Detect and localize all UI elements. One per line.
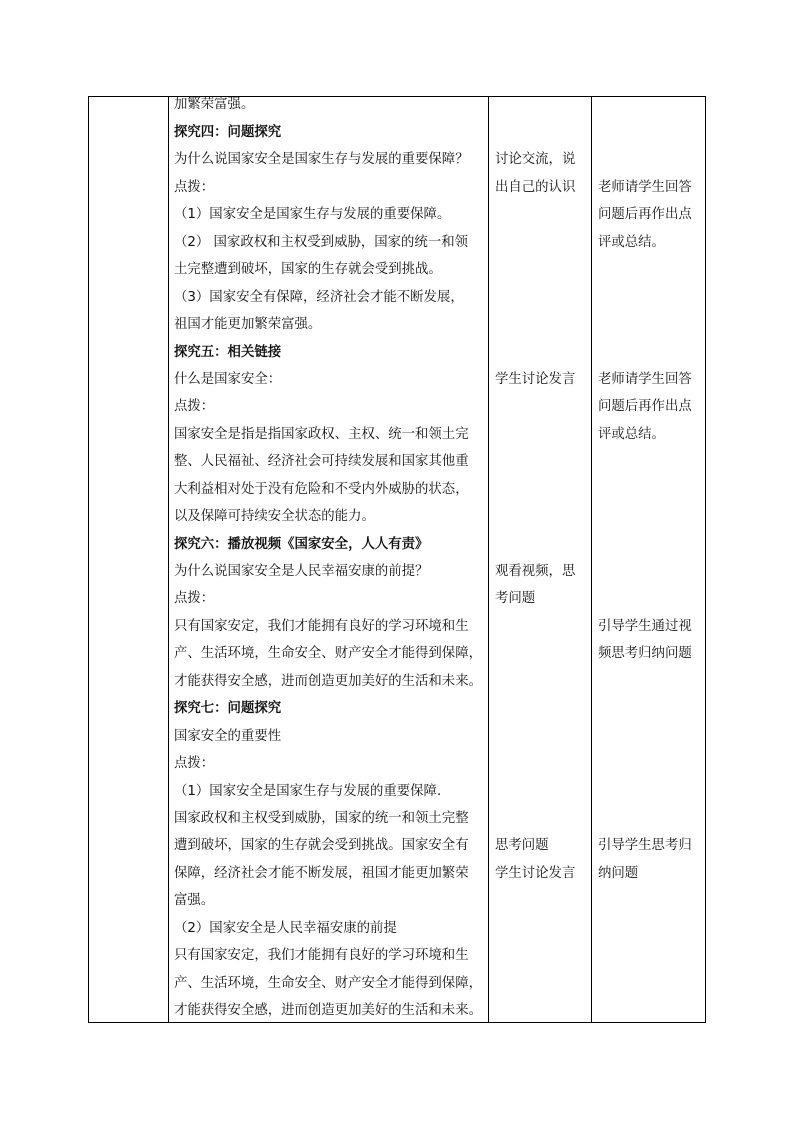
teacher-guidance-line: 引导学生思考归	[598, 838, 692, 853]
teacher-guidance-line: 评或总结。	[598, 235, 665, 250]
content-line: 才能获得安全感，进而创造更加美好的生活和未来。	[174, 1003, 482, 1018]
content-line: 加繁荣富强。	[174, 97, 255, 112]
content-line: 为什么说国家安全是国家生存与发展的重要保障？	[174, 152, 469, 167]
section-heading: 探究七：问题探究	[174, 701, 282, 716]
student-activity-line: 出自己的认识	[495, 180, 576, 195]
student-activity-column	[495, 97, 589, 1022]
teacher-guidance-line: 纳问题	[598, 866, 639, 881]
content-line: 保障，经济社会才能不断发展，祖国才能更加繁荣	[174, 866, 469, 881]
content-line: 产、生活环境，生命安全、财产安全才能得到保障，	[174, 976, 482, 991]
content-line: 点拨：	[174, 591, 215, 606]
student-activity-line: 学生讨论发言	[495, 372, 576, 387]
content-line: 大利益相对处于没有危险和不受内外威胁的状态，	[174, 482, 469, 497]
content-line: 国家政权和主权受到威胁，国家的统一和领土完整	[174, 811, 469, 826]
content-line: 国家安全是指是指国家政权、主权、统一和领土完	[174, 427, 469, 442]
section-heading: 探究五：相关链接	[174, 345, 282, 360]
teacher-guidance-line: 评或总结。	[598, 427, 665, 442]
content-line: 祖国才能更加繁荣富强。	[174, 317, 322, 332]
section-heading: 探究六：播放视频《国家安全，人人有责》	[174, 537, 429, 552]
content-line: （1）国家安全是国家生存与发展的重要保障.	[174, 784, 442, 799]
content-line: （2）国家安全是人民幸福安康的前提	[174, 921, 397, 936]
teacher-guidance-column	[598, 97, 706, 1022]
content-line: 整、人民福祉、经济社会可持续发展和国家其他重	[174, 454, 469, 469]
teaching-content-column	[174, 97, 488, 1022]
student-activity-line: 学生讨论发言	[495, 866, 576, 881]
section-heading: 探究四：问题探究	[174, 125, 282, 140]
content-line: 点拨：	[174, 180, 215, 195]
content-line: （3）国家安全有保障，经济社会才能不断发展，	[174, 290, 464, 305]
column-divider	[168, 97, 169, 1022]
content-line: （1）国家安全是国家生存与发展的重要保障。	[174, 207, 451, 222]
column-divider	[591, 97, 592, 1022]
content-line: 产、生活环境，生命安全、财产安全才能得到保障，	[174, 646, 482, 661]
student-activity-line: 考问题	[495, 591, 536, 606]
content-line: 以及保障可持续安全状态的能力。	[174, 509, 375, 524]
teacher-guidance-line: 引导学生通过视	[598, 619, 692, 634]
content-line: 土完整遭到破坏，国家的生存就会受到挑战。	[174, 262, 442, 277]
teacher-guidance-line: 问题后再作出点	[598, 207, 692, 222]
content-line: 富强。	[174, 893, 215, 908]
student-activity-line: 讨论交流，说	[495, 152, 576, 167]
content-line: 遭到破坏，国家的生存就会受到挑战。国家安全有	[174, 838, 469, 853]
content-line: 只有国家安定，我们才能拥有良好的学习环境和生	[174, 948, 469, 963]
content-line: 为什么说国家安全是人民幸福安康的前提？	[174, 564, 429, 579]
teacher-guidance-line: 老师请学生回答	[598, 372, 692, 387]
lesson-table	[88, 96, 706, 1023]
content-line: （2） 国家政权和主权受到威胁，国家的统一和领	[174, 235, 468, 250]
column-divider	[488, 97, 489, 1022]
content-line: 点拨：	[174, 399, 215, 414]
student-activity-line: 思考问题	[495, 838, 549, 853]
teacher-guidance-line: 老师请学生回答	[598, 180, 692, 195]
content-line: 才能获得安全感，进而创造更加美好的生活和未来。	[174, 674, 482, 689]
teacher-guidance-line: 频思考归纳问题	[598, 646, 692, 661]
content-line: 点拨：	[174, 756, 215, 771]
content-line: 国家安全的重要性	[174, 729, 282, 744]
content-line: 什么是国家安全：	[174, 372, 282, 387]
teacher-guidance-line: 问题后再作出点	[598, 399, 692, 414]
student-activity-line: 观看视频，思	[495, 564, 576, 579]
content-line: 只有国家安定，我们才能拥有良好的学习环境和生	[174, 619, 469, 634]
